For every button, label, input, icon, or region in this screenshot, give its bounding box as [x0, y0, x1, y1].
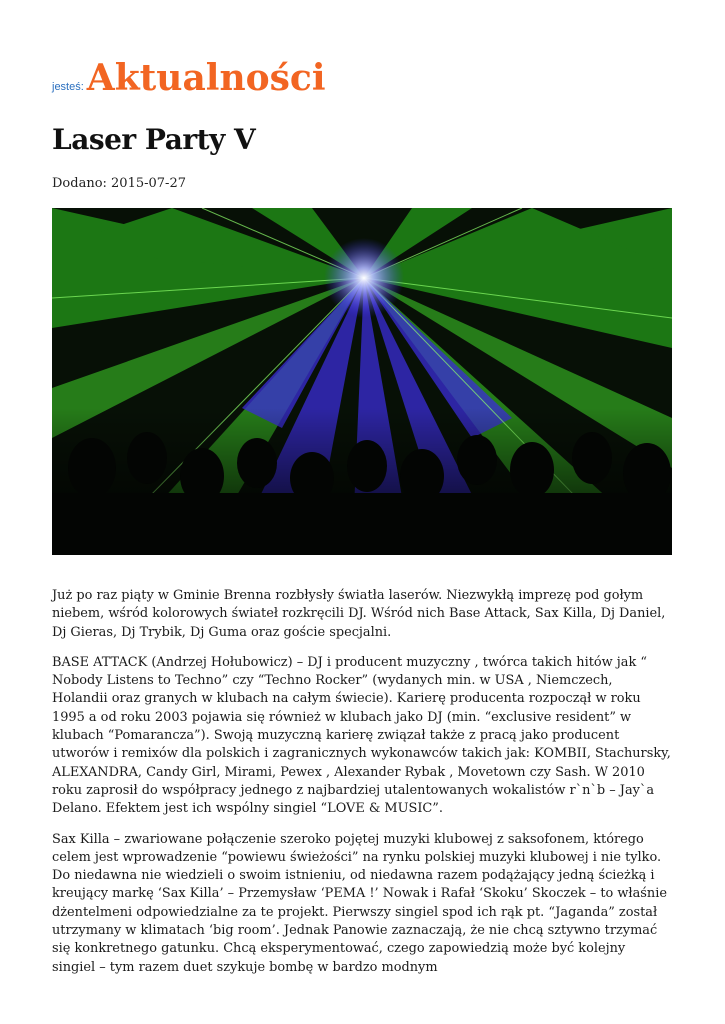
laser-party-photo	[52, 208, 672, 555]
breadcrumb-section[interactable]: Aktualności	[86, 57, 326, 99]
article-hero-image	[52, 208, 672, 555]
article-paragraph: BASE ATTACK (Andrzej Hołubowicz) – DJ i producent muzyczny , twórca takich hitów jak “ Nobody Listens to Techno” czy “Techno Rocker” (wydanych min. w USA , Niemczech, Holandii oraz granych w klubach na całym świecie). Karierę producenta rozpoczął w roku 1995 a od roku 2003 pojawia się również w klubach jako DJ (min. “exclusive resident” w klubach “Pomarancza”). Swoją muzyczną karierę związał także z pracą jako producent utworów i remixów dla polskich i zagranicznych wykonawców takich jak: KOMBII, Stachursky, ALEXANDRA, Candy Girl, Mirami, Pewex , Alexander Rybak , Movetown czy Sash. W 2010 roku zaprosił do współpracy jednego z najbardziej utalentowanych wokalistów r`n`b – Jay`a Delano. Efektem jest ich wspólny singiel “LOVE & MUSIC”.	[52, 654, 671, 817]
article-title: Laser Party V	[52, 123, 256, 156]
article-date: Dodano: 2015-07-27	[52, 176, 186, 191]
breadcrumb-prefix: jesteś:	[52, 81, 84, 93]
article-body	[52, 587, 672, 989]
breadcrumb	[52, 58, 326, 98]
article-paragraph: Już po raz piąty w Gminie Brenna rozbłysły światła laserów. Niezwykłą imprezę pod gołym niebem, wśród kolorowych świateł rozkręcili DJ. Wśród nich Base Attack, Sax Killa, Dj Daniel, Dj Gieras, Dj Trybik, Dj Guma oraz goście specjalni.	[52, 588, 666, 640]
article-paragraph: Sax Killa – zwariowane połączenie szeroko pojętej muzyki klubowej z saksofonem, którego celem jest wprowadzenie “powiewu świeżości” na rynku polskiej muzyki klubowej i nie tylko. Do niedawna nie wiedzieli o swoim istnieniu, od niedawna razem podążający jedną ścieżką i kreujący markę ‘Sax Killa’ – Przemysław ‘PEMA !’ Nowak i Rafał ‘Skoku’ Skoczek – to właśnie dżentelmeni odpowiedzialne za te projekt. Pierwszy singiel spod ich rąk pt. “Jaganda” został utrzymany w klimatach ‘big room’. Jednak Panowie zaznaczają, że nie chcą sztywno trzymać się konkretnego gatunku. Chcą eksperymentować, czego zapowiedzią może być kolejny singiel – tym razem duet szykuje bombę w bardzo modnym	[52, 831, 667, 975]
